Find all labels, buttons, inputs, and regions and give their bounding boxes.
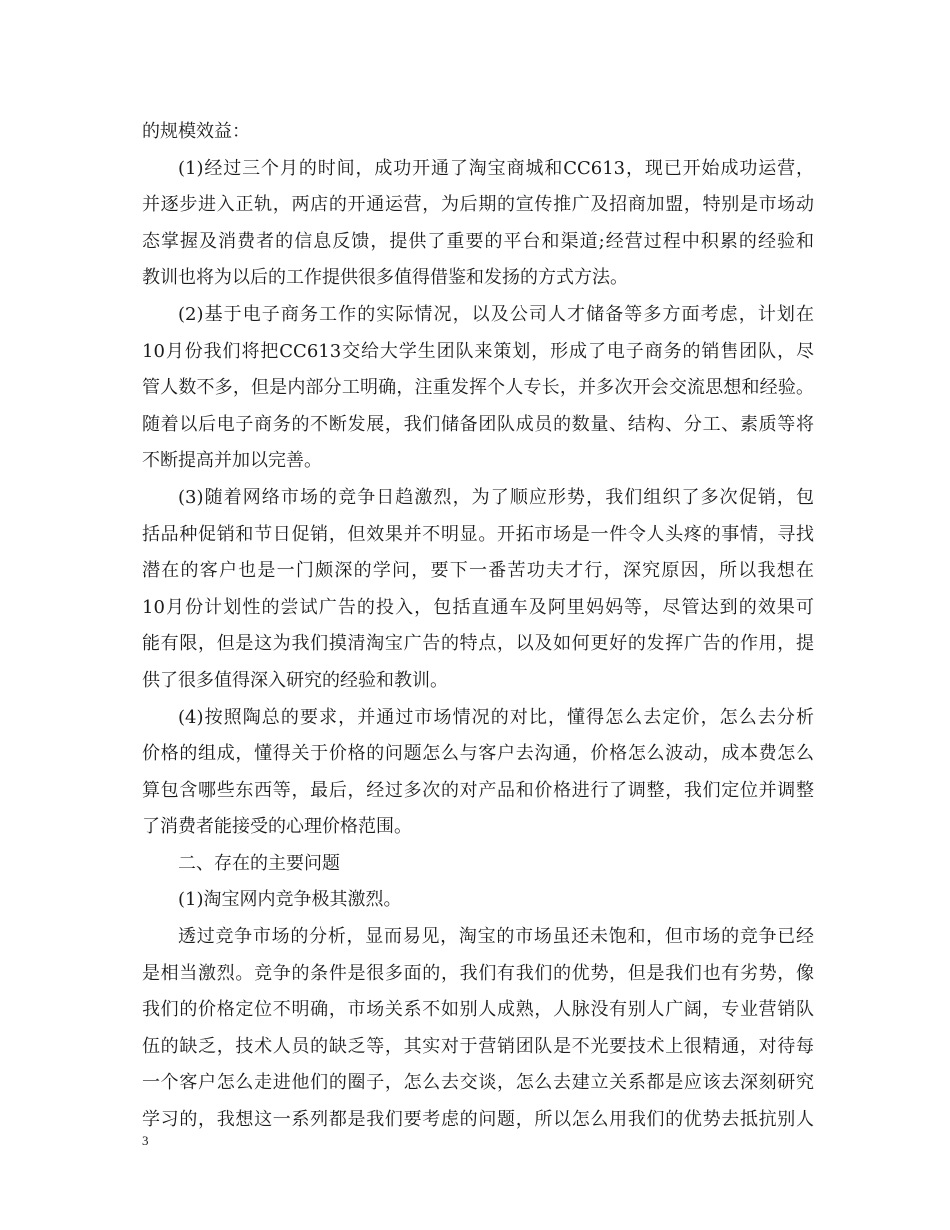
text-line: 并逐步进入正轨，两店的开通运营，为后期的宣传推广及招商加盟，特别是市场动 <box>142 194 814 216</box>
text-line: 管人数不多，但是内部分工明确，注重发挥个人专长，并多次开会交流思想和经验。 <box>142 377 814 399</box>
text-line: 算包含哪些东西等，最后，经过多次的对产品和价格进行了调整，我们定位并调整 <box>142 779 814 801</box>
text-line: 透过竞争市场的分析，显而易见，淘宝的市场虽还未饱和，但市场的竞争已经 <box>178 926 814 948</box>
text-line: (4)按照陶总的要求，并通过市场情况的对比，懂得怎么去定价，怎么去分析 <box>178 706 814 728</box>
text-line: 价格的组成，懂得关于价格的问题怎么与客户去沟通，价格怎么波动，成本费怎么 <box>142 743 814 765</box>
text-line: 二、存在的主要问题 <box>178 852 340 874</box>
text-line: 伍的缺乏，技术人员的缺乏等，其实对于营销团队是不光要技术上很精通，对待每 <box>142 1035 814 1057</box>
text-line: 供了很多值得深入研究的经验和教训。 <box>142 669 448 691</box>
page-number: 3 <box>142 1133 149 1148</box>
text-line: 不断提高并加以完善。 <box>142 450 322 472</box>
text-line: 教训也将为以后的工作提供很多值得借鉴和发扬的方式方法。 <box>142 267 628 289</box>
text-line: 态掌握及消费者的信息反馈，提供了重要的平台和渠道;经营过程中积累的经验和 <box>142 230 814 252</box>
text-line: 是相当激烈。竞争的条件是很多面的，我们有我们的优势，但是我们也有劣势，像 <box>142 962 814 984</box>
text-line: 括品种促销和节日促销，但效果并不明显。开拓市场是一件令人头疼的事情，寻找 <box>142 523 814 545</box>
text-line: 潜在的客户也是一门颇深的学问，要下一番苦功夫才行，深究原因，所以我想在 <box>142 560 814 582</box>
text-line: 一个客户怎么走进他们的圈子，怎么去交谈，怎么去建立关系都是应该去深刻研究 <box>142 1072 814 1094</box>
text-line: (1)经过三个月的时间，成功开通了淘宝商城和CC613，现已开始成功运营， <box>178 157 814 179</box>
text-line: 的规模效益： <box>142 121 250 142</box>
text-line: 能有限，但是这为我们摸清淘宝广告的特点，以及如何更好的发挥广告的作用，提 <box>142 633 814 655</box>
body-text <box>142 114 814 1139</box>
text-line: 随着以后电子商务的不断发展，我们储备团队成员的数量、结构、分工、素质等将 <box>142 413 814 435</box>
text-line: 学习的，我想这一系列都是我们要考虑的问题，所以怎么用我们的优势去抵抗别人 <box>142 1109 814 1131</box>
text-line: 10月份计划性的尝试广告的投入，包括直通车及阿里妈妈等，尽管达到的效果可 <box>142 596 814 618</box>
text-line: 我们的价格定位不明确，市场关系不如别人成熟，人脉没有别人广阔，专业营销队 <box>142 999 814 1021</box>
text-line: (2)基于电子商务工作的实际情况，以及公司人才储备等多方面考虑，计划在 <box>178 303 814 325</box>
text-line: 10月份我们将把CC613交给大学生团队来策划，形成了电子商务的销售团队，尽 <box>142 340 814 362</box>
text-line: (1)淘宝网内竞争极其激烈。 <box>178 889 402 911</box>
text-line: 了消费者能接受的心理价格范围。 <box>142 816 412 838</box>
text-line: (3)随着网络市场的竞争日趋激烈，为了顺应形势，我们组织了多次促销，包 <box>178 486 814 508</box>
